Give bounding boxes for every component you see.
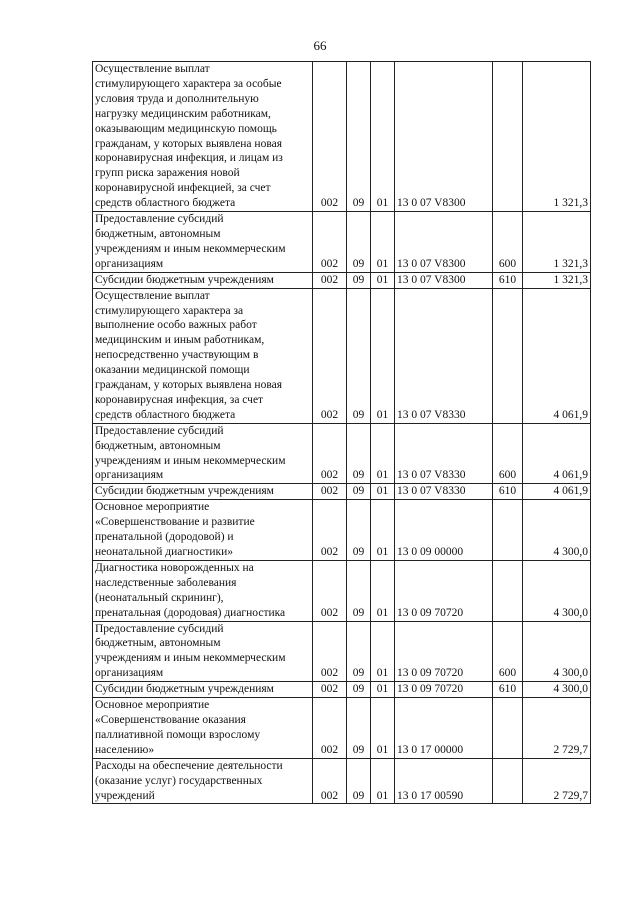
item-name-cell — [93, 682, 313, 698]
amount-cell: 4 300,0 — [523, 621, 591, 682]
table-row — [93, 484, 591, 500]
item-name-line: коронавирусная инфекция, и лицам из — [95, 152, 283, 165]
subsection-code-cell: 01 — [371, 272, 395, 288]
item-name-cell — [93, 560, 313, 621]
item-name-line: средств областного бюджета — [95, 197, 236, 210]
item-name-line: Субсидии бюджетным учреждениям — [95, 485, 274, 498]
target-article-cell: 13 0 17 00590 — [395, 758, 493, 804]
ministry-code-cell: 002 — [313, 621, 347, 682]
target-article-cell: 13 0 17 00000 — [395, 698, 493, 759]
section-code-cell: 09 — [347, 288, 371, 423]
subsection-code-cell: 01 — [371, 698, 395, 759]
item-name-line: выполнение особо важных работ — [95, 319, 257, 332]
table-row — [93, 621, 591, 682]
item-name-line: неонатальной диагностики» — [95, 546, 234, 558]
item-name-line: бюджетным, автономным — [95, 439, 221, 452]
item-name-line: бюджетным, автономным — [95, 637, 221, 650]
item-name-cell — [93, 423, 313, 484]
page-number: 66 — [313, 38, 327, 53]
item-name-line: организациям — [95, 257, 164, 270]
section-code-cell: 09 — [347, 621, 371, 682]
table-row — [93, 212, 591, 273]
item-name-line: пренатальной (дородовой) и — [95, 531, 234, 544]
subsection-code-cell: 01 — [371, 62, 395, 212]
item-name-line: стимулирующего характера за особые — [95, 77, 282, 90]
table-row — [93, 288, 591, 423]
amount-cell: 4 061,9 — [523, 423, 591, 484]
section-code-cell: 09 — [347, 272, 371, 288]
section-code-cell: 09 — [347, 62, 371, 212]
item-name-line: населению» — [95, 743, 155, 756]
item-name-line: гражданам, у которых выявлена новая — [95, 379, 282, 392]
item-name-line: непосредственно участвующим в — [95, 349, 259, 362]
item-name-line: условия труда и дополнительную — [95, 92, 259, 105]
item-name-line: учреждениям и иным некоммерческим — [95, 242, 286, 255]
item-name-cell — [93, 500, 313, 561]
target-article-cell: 13 0 07 V8330 — [395, 484, 493, 500]
table-row — [93, 758, 591, 804]
item-name-line: учреждениям и иным некоммерческим — [95, 652, 286, 665]
item-name-line: гражданам, у которых выявлена новая — [95, 137, 282, 150]
ministry-code-cell: 002 — [313, 560, 347, 621]
table-row — [93, 62, 591, 212]
section-code-cell: 09 — [347, 212, 371, 273]
item-name-line: Предоставление субсидий — [95, 424, 224, 437]
ministry-code-cell: 002 — [313, 484, 347, 500]
target-article-cell: 13 0 07 V8300 — [395, 62, 493, 212]
subsection-code-cell: 01 — [371, 682, 395, 698]
expense-type-cell: 610 — [493, 484, 523, 500]
item-name-line: организациям — [95, 469, 164, 482]
ministry-code-cell: 002 — [313, 62, 347, 212]
item-name-line: (оказание услуг) государственных — [95, 774, 263, 787]
item-name-line: (неонатальный скрининг), — [95, 591, 224, 604]
budget-table — [92, 61, 591, 804]
item-name-line: организациям — [95, 667, 164, 680]
item-name-line: коронавирусная инфекция, за счет — [95, 393, 264, 406]
item-name-line: Основное мероприятие — [95, 699, 210, 712]
subsection-code-cell: 01 — [371, 621, 395, 682]
item-name-cell — [93, 621, 313, 682]
expense-type-cell — [493, 560, 523, 621]
ministry-code-cell: 002 — [313, 758, 347, 804]
expense-type-cell: 600 — [493, 212, 523, 273]
ministry-code-cell: 002 — [313, 423, 347, 484]
item-name-line: оказывающим медицинскую помощь — [95, 122, 277, 135]
subsection-code-cell: 01 — [371, 212, 395, 273]
expense-type-cell — [493, 758, 523, 804]
item-name-line: наследственные заболевания — [95, 576, 237, 589]
amount-cell: 2 729,7 — [523, 758, 591, 804]
subsection-code-cell: 01 — [371, 500, 395, 561]
item-name-line: Диагностика новорожденных на — [95, 561, 254, 574]
section-code-cell: 09 — [347, 423, 371, 484]
expense-type-cell — [493, 288, 523, 423]
table-row — [93, 423, 591, 484]
amount-cell: 4 300,0 — [523, 682, 591, 698]
amount-cell: 1 321,3 — [523, 62, 591, 212]
section-code-cell: 09 — [347, 560, 371, 621]
amount-cell: 4 061,9 — [523, 484, 591, 500]
item-name-line: пренатальная (дородовая) диагностика — [95, 606, 286, 619]
ministry-code-cell: 002 — [313, 272, 347, 288]
item-name-line: Субсидии бюджетным учреждениям — [95, 273, 274, 286]
item-name-cell — [93, 484, 313, 500]
item-name-line: «Совершенствование оказания — [95, 713, 246, 726]
expense-type-cell — [493, 500, 523, 561]
item-name-line: Осуществление выплат — [95, 63, 210, 75]
item-name-line: медицинским и иным работникам, — [95, 334, 265, 347]
expense-type-cell: 610 — [493, 682, 523, 698]
target-article-cell: 13 0 09 00000 — [395, 500, 493, 561]
item-name-line: Осуществление выплат — [95, 289, 210, 302]
item-name-line: «Совершенствование и развитие — [95, 516, 255, 529]
target-article-cell: 13 0 09 70720 — [395, 560, 493, 621]
target-article-cell: 13 0 07 V8300 — [395, 272, 493, 288]
subsection-code-cell: 01 — [371, 758, 395, 804]
amount-cell: 1 321,3 — [523, 212, 591, 273]
expense-type-cell — [493, 62, 523, 212]
target-article-cell: 13 0 09 70720 — [395, 682, 493, 698]
target-article-cell: 13 0 09 70720 — [395, 621, 493, 682]
amount-cell: 4 300,0 — [523, 560, 591, 621]
item-name-cell — [93, 212, 313, 273]
item-name-line: оказании медицинской помощи — [95, 364, 250, 377]
table-row — [93, 560, 591, 621]
amount-cell: 1 321,3 — [523, 272, 591, 288]
table-body — [93, 62, 591, 804]
table-row — [93, 698, 591, 759]
subsection-code-cell: 01 — [371, 484, 395, 500]
amount-cell: 4 300,0 — [523, 500, 591, 561]
section-code-cell: 09 — [347, 682, 371, 698]
item-name-line: Субсидии бюджетным учреждениям — [95, 683, 274, 696]
subsection-code-cell: 01 — [371, 288, 395, 423]
item-name-cell — [93, 62, 313, 212]
expense-type-cell: 600 — [493, 423, 523, 484]
expense-type-cell: 610 — [493, 272, 523, 288]
section-code-cell: 09 — [347, 500, 371, 561]
subsection-code-cell: 01 — [371, 423, 395, 484]
table-row — [93, 500, 591, 561]
subsection-code-cell: 01 — [371, 560, 395, 621]
expense-type-cell: 600 — [493, 621, 523, 682]
target-article-cell: 13 0 07 V8300 — [395, 212, 493, 273]
item-name-line: стимулирующего характера за — [95, 304, 244, 317]
amount-cell: 2 729,7 — [523, 698, 591, 759]
item-name-cell — [93, 272, 313, 288]
item-name-line: коронавирусной инфекцией, за счет — [95, 182, 271, 195]
item-name-cell — [93, 758, 313, 804]
item-name-line: паллиативной помощи взрослому — [95, 728, 261, 741]
item-name-line: Предоставление субсидий — [95, 622, 224, 635]
section-code-cell: 09 — [347, 484, 371, 500]
table-row — [93, 272, 591, 288]
item-name-line: групп риска заражения новой — [95, 167, 240, 180]
item-name-line: бюджетным, автономным — [95, 227, 221, 240]
ministry-code-cell: 002 — [313, 212, 347, 273]
item-name-line: Расходы на обеспечение деятельности — [95, 759, 283, 772]
item-name-cell — [93, 288, 313, 423]
ministry-code-cell: 002 — [313, 698, 347, 759]
target-article-cell: 13 0 07 V8330 — [395, 288, 493, 423]
item-name-line: учреждений — [95, 789, 155, 802]
item-name-line: нагрузку медицинским работникам, — [95, 107, 271, 120]
section-code-cell: 09 — [347, 758, 371, 804]
table-row — [93, 682, 591, 698]
item-name-line: средств областного бюджета — [95, 408, 236, 421]
target-article-cell: 13 0 07 V8330 — [395, 423, 493, 484]
expense-type-cell — [493, 698, 523, 759]
item-name-line: учреждениям и иным некоммерческим — [95, 454, 286, 467]
section-code-cell: 09 — [347, 698, 371, 759]
ministry-code-cell: 002 — [313, 682, 347, 698]
item-name-cell — [93, 698, 313, 759]
amount-cell: 4 061,9 — [523, 288, 591, 423]
item-name-line: Основное мероприятие — [95, 501, 210, 514]
ministry-code-cell: 002 — [313, 500, 347, 561]
ministry-code-cell: 002 — [313, 288, 347, 423]
item-name-line: Предоставление субсидий — [95, 213, 224, 226]
